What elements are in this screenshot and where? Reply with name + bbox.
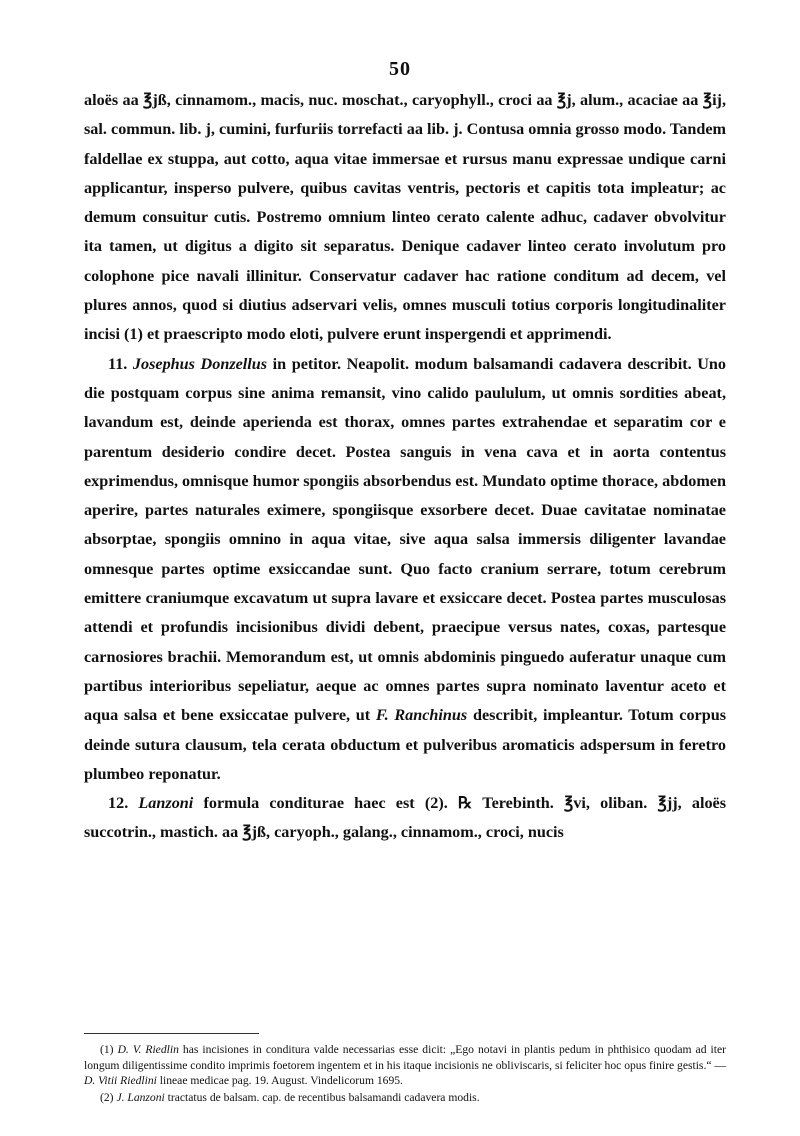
- footnote-1: [84, 1042, 726, 1089]
- footnote-author: D. V. Riedlin: [117, 1043, 179, 1056]
- footnote-source: lineae medicae pag. 19. August. Vindelicorum 1695.: [159, 1074, 403, 1088]
- footnote-author: J. Lanzoni: [116, 1090, 165, 1104]
- footnote-source-author: D. Vitii Riedlini: [84, 1074, 157, 1088]
- footnote-mark: (2): [100, 1090, 114, 1104]
- footnote-2: [84, 1090, 726, 1106]
- paragraph-lanzoni: [84, 789, 726, 848]
- footnote-mark: (1): [100, 1043, 114, 1056]
- paragraph-text: formula conditurae haec est (2). ℞ Terebinth. ℥vi, oliban. ℥jj, aloës succotrin., mastich. aa ℥jß, caryoph., galang., cinnamom., croci, nucis: [84, 794, 727, 842]
- paragraph-text: in petitor. Neapolit. modum balsamandi cadavera describit. Uno die postquam corpus sine anima remansit, vino calido paululum, ut omnis sordities abeat, lavandum est, deinde aperienda est thorax, omnes partes extrahendae et separatim cor e parentum desiderio condire decet. Postea sanguis in vena cava et in aorta contentus exprimendus, omnisque humor spongiis absorbendus est. Mundato optime thorace, abdomen aperire, partes naturales eximere, spongiisque exsorbere decet. Duae cavitatae nominatae absorptae, spongiis omnino in aqua vitae, sive aqua salsa immersis diligenter lavandae omnesque partes optime exsiccandae sunt. Quo facto cranium serrare, totum cerebrum emittere craniumque excavatum ut supra lavare et exsiccare decet. Postea partes musculosas attendi et profundis incisionibus dividi debent, praecipue versus nates, coxas, partesque carnosiores brachii. Memorandum est, ut omnis abdominis pinguedo auferatur unaque cum partibus interioribus sepeliatur, aeque ac omnes partes supra nominato laventur aceto et aqua salsa et bene exsiccatae pulvere, ut: [84, 354, 727, 725]
- footnote-text: tractatus de balsam. cap. de recentibus balsamandi cadavera modis.: [167, 1090, 480, 1104]
- paragraph-donzellus: [84, 350, 726, 789]
- paragraph-text: describit, impleantur. Totum corpus deinde sutura clausum, tela cerata obductum et pulveribus aromaticis adspersum in feretro plumbeo reponatur.: [84, 706, 727, 783]
- main-text: [84, 86, 726, 848]
- page-number: 50: [389, 58, 411, 80]
- author-name: Lanzoni: [138, 794, 194, 813]
- footnote-text: has incisiones in conditura valde necessarias esse dicit: „Ego notavi in plantis pedum in phthisico quodam ad iter longum diligentissime condito imprimis foetorem ingentem et in his itaque incisionis ne obliviscaris, si feliciter hoc opus finire gestis.“ —: [84, 1043, 726, 1072]
- footnotes: [84, 1042, 726, 1106]
- author-name: Josephus Donzellus: [132, 354, 268, 373]
- footnote-divider: [84, 1033, 259, 1034]
- section-number: 11.: [108, 354, 128, 373]
- author-name: F. Ranchinus: [375, 706, 468, 725]
- paragraph-continuation: aloës aa ℥jß, cinnamom., macis, nuc. moschat., caryophyll., croci aa ℥j, alum., acaciae aa ℥ij, sal. commun. lib. j, cumini, furfuriis torrefacti aa lib. j. Contusa omnia grosso modo. Tandem faldellae ex stuppa, aut cotto, aqua vitae immersae et rursus manu expressae undique carni applicantur, insperso pulvere, quibus cavitas ventris, pectoris et capitis tota impleatur; ac demum consuitur cutis. Postremo omnium linteo cerato calente adhuc, cadaver obvolvitur ita tamen, ut digitus a digito sit separatus. Denique cadaver linteo cerato involutum pro colophone pice navali illinitur. Conservatur cadaver hac ratione conditum ad decem, vel plures annos, quod si diutius adservari velis, omnes musculi totius corporis longitudinaliter incisi (1) et praescripto modo eloti, pulvere erunt inspergendi et apprimendi.: [84, 91, 726, 344]
- section-number: 12.: [108, 794, 129, 813]
